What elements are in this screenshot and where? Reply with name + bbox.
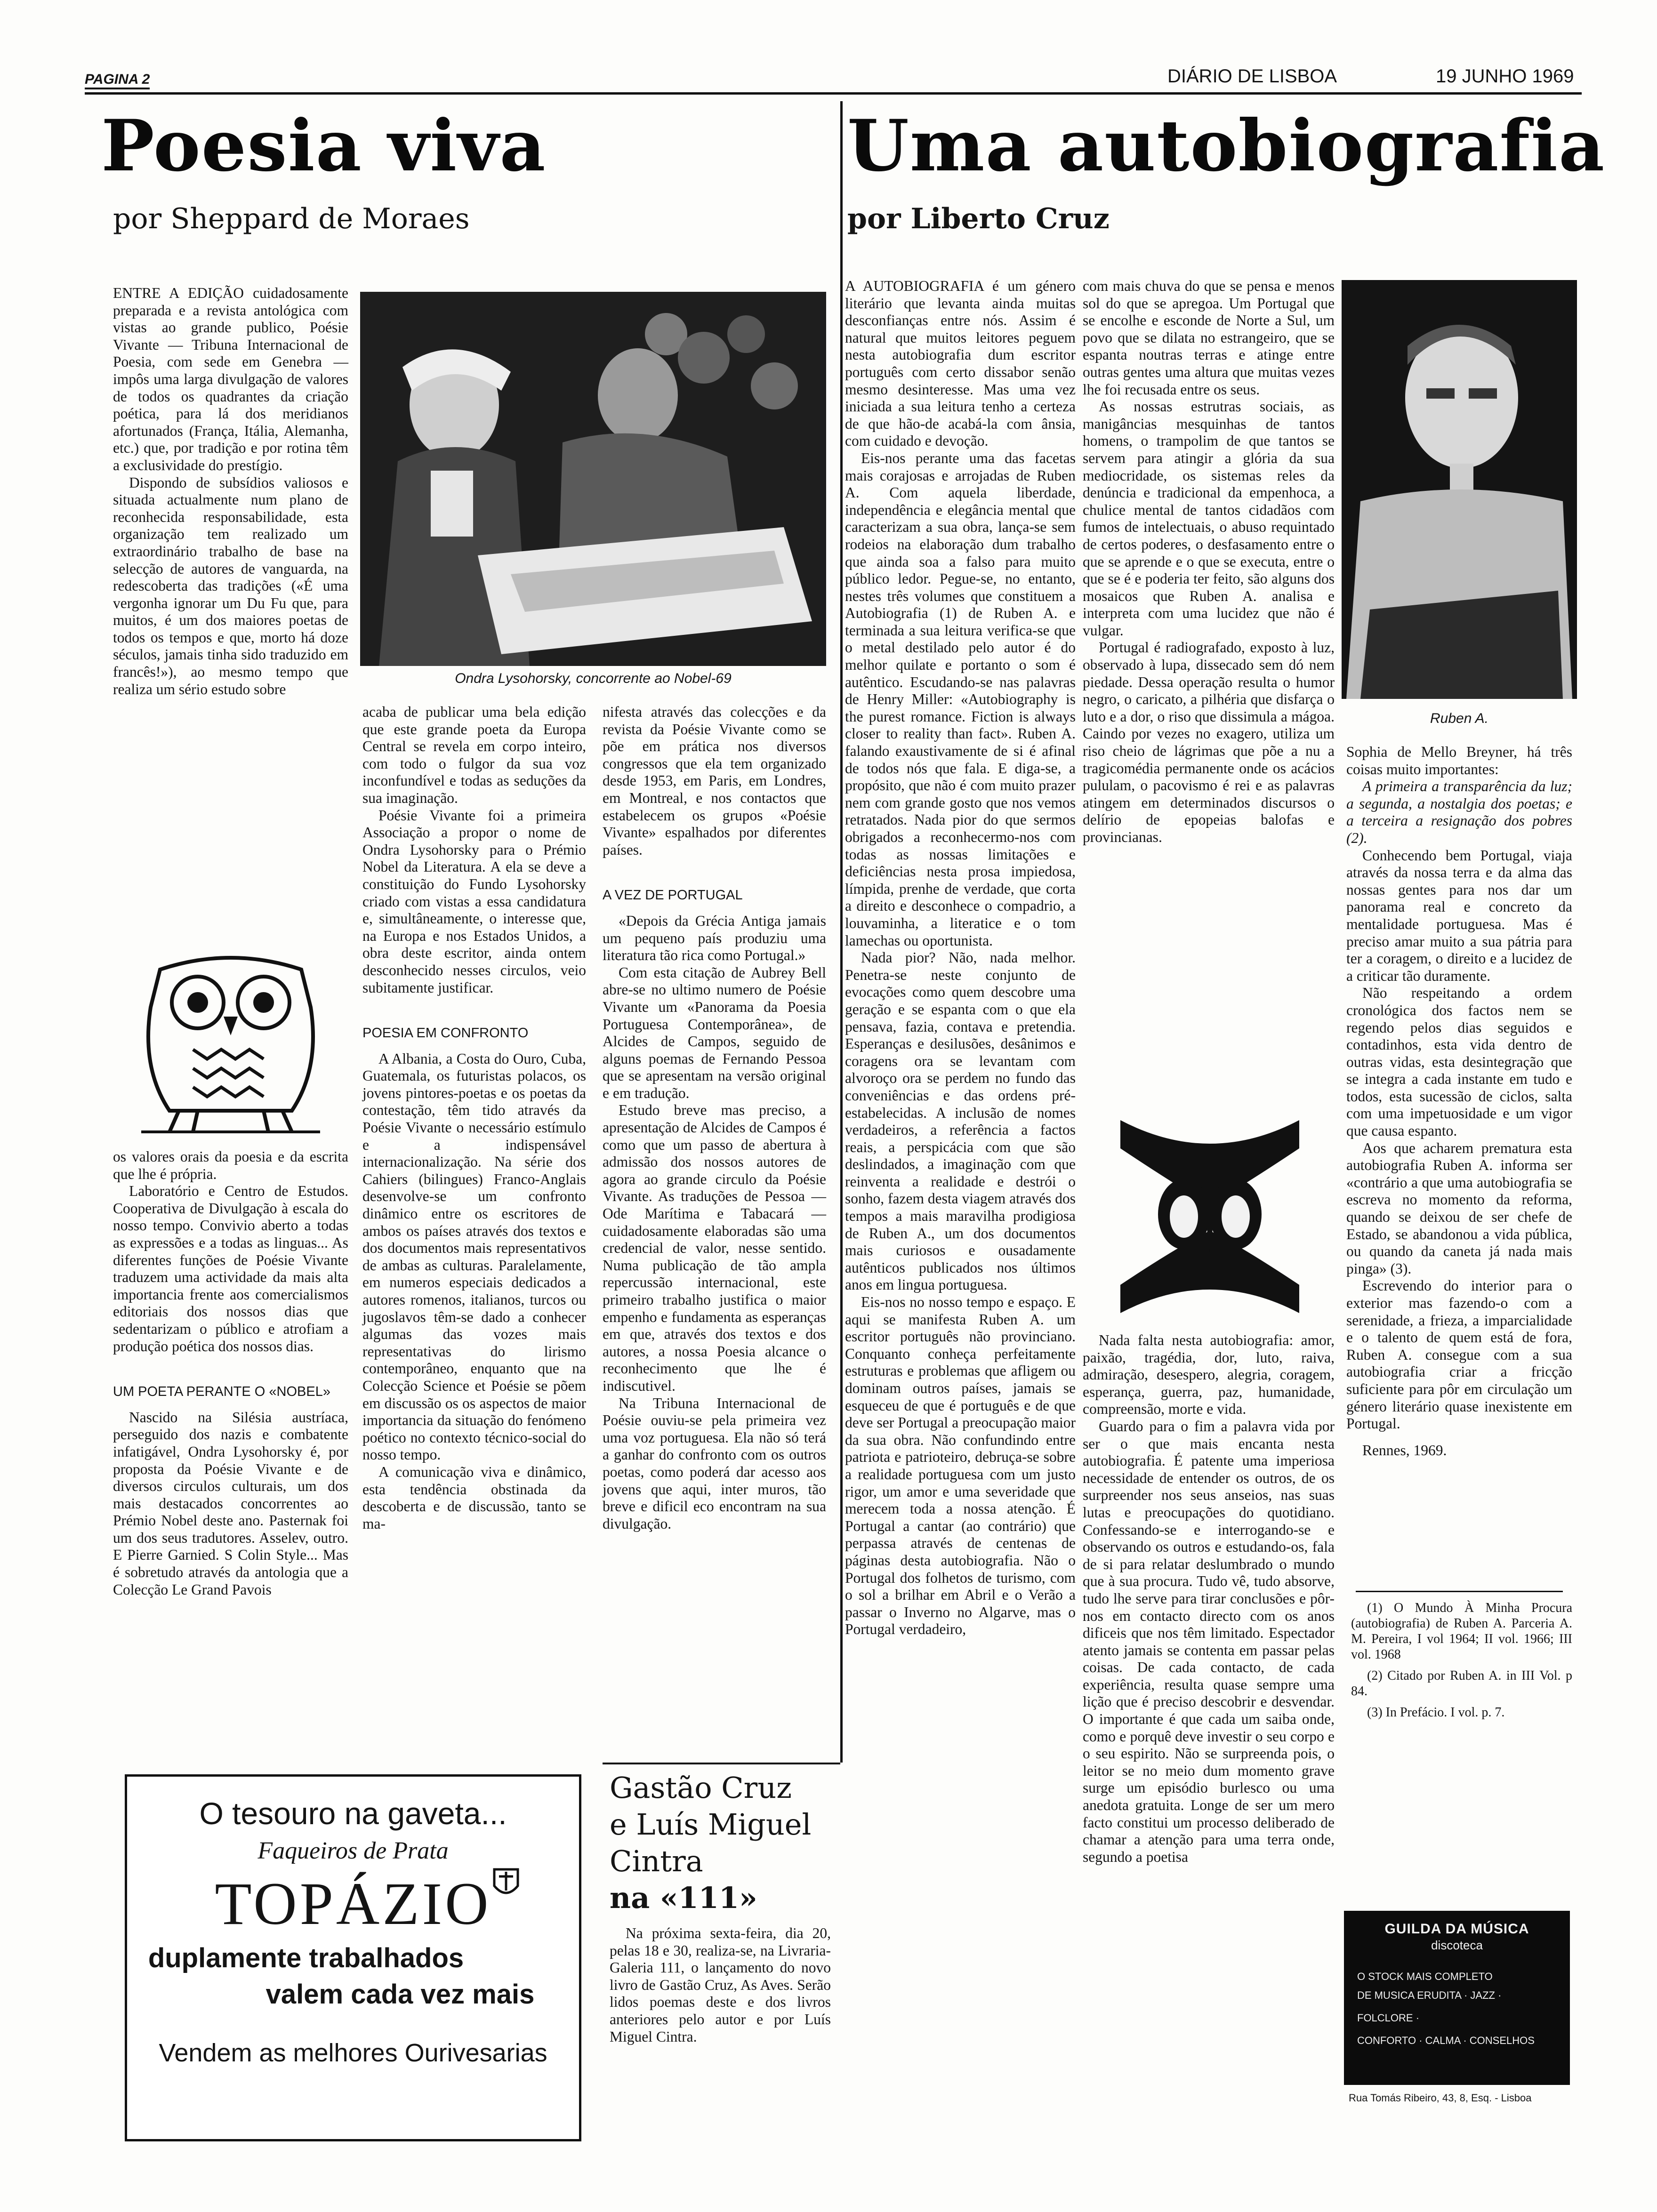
ad-guilda-line4: CONFORTO · CALMA · CONSELHOS bbox=[1357, 2035, 1535, 2046]
article-left-col1-bottom bbox=[113, 1148, 348, 1765]
owl-icon bbox=[122, 951, 339, 1139]
article-left-quote: «Depois da Grécia Antiga jamais um pequeno país produziu uma literatura tão rica como Portugal.» bbox=[603, 912, 826, 964]
article-left-paragraph: Na Tribuna Internacional de Poésie ouviu-se pela primeira vez uma voz portuguesa. Ela não só terá a ganhar do confronto com os outros poetas, como poderá dar acesso aos jovens que aqui, inter muros, tão breve e dificil eco encontram na sua divulgação. bbox=[603, 1395, 826, 1532]
footnote: (2) Citado por Ruben A. in III Vol. p 84. bbox=[1351, 1668, 1572, 1699]
ad-topazio bbox=[125, 1774, 581, 2141]
subheading-vez-portugal: A VEZ DE PORTUGAL bbox=[603, 888, 743, 903]
photo-caption-lysohorsky: Ondra Lysohorsky, concorrente ao Nobel-69 bbox=[455, 671, 732, 686]
subheading-poesia-confronto: POESIA EM CONFRONTO bbox=[362, 1026, 529, 1041]
gastao-top-rule bbox=[603, 1763, 840, 1764]
ad-guilda-line1: O STOCK MAIS COMPLETO bbox=[1357, 1971, 1493, 1982]
article-left-paragraph: Poésie Vivante foi a primeira Associação a propor o nome de Ondra Lysohorsky para o Prémio Nobel da Literatura. A ela se deve a constituição do Fundo Lysohorsky criado com vistas a essa candidatura e, simultâneamente, o interesse que, na Europa e nos Estados Unidos, a obra deste escritor, ainda ontem desconhecido nesses circulos, veio subitamente justificar. bbox=[362, 807, 586, 996]
newspaper-name: DIÁRIO DE LISBOA bbox=[1167, 66, 1337, 87]
crest-icon bbox=[490, 1865, 523, 1902]
ad-topazio-line1: O tesouro na gaveta... bbox=[199, 1796, 507, 1831]
gastao-title-line: na «111» bbox=[610, 1881, 757, 1915]
ad-guilda-subtitle: discoteca bbox=[1431, 1938, 1483, 1952]
article-right-col3 bbox=[1346, 744, 1572, 1506]
masthead-rule bbox=[85, 92, 1582, 95]
ad-guilda-line2: DE MUSICA ERUDITA · JAZZ · bbox=[1357, 1989, 1502, 2001]
ad-guilda-title: GUILDA DA MÚSICA bbox=[1384, 1921, 1529, 1937]
gastao-body bbox=[610, 1925, 831, 2170]
ad-guilda-address: Rua Tomás Ribeiro, 43, 8, Esq. - Lisboa bbox=[1349, 2092, 1532, 2104]
article-left-paragraph: Estudo breve mas preciso, a apresentação de Alcides de Campos é como que um passo de abertura à admissão dos nossos autores de agora ao grande circulo da Poésie Vivante. As traduções de Pessoa — Ode Marítima e Tabacará — cuidadosamente elaboradas são uma credencial de valor, nesse sentido. Numa publicação de tão ampla repercussão internacional, este primeiro trabalho justifica o maior empenho e fundamenta as esperanças em que, através dos textos e dos autores, a nossa Poesia alcance o reconhecimento que lhe é indiscutivel. bbox=[603, 1102, 826, 1394]
article-right-paragraph: Portugal é radiografado, exposto à luz, observado à lupa, dissecado sem dó nem piedade. Dessa operação resulta o humor negro, o caricato, a pilhéria que disfarça o luto e a dor, o riso que dissimula a mágoa. Caindo por vezes no exagero, utiliza um riso cheio de lágrimas que põe a nu a tragicomédia permanente onde os acácios pululam, o pacovismo é rei e as palavras atingem em determinados discursos o delírio de epopeias balofas e provincianas. bbox=[1083, 639, 1335, 845]
ad-topazio-brand-row bbox=[127, 1869, 579, 1939]
article-right-paragraph: Aos que acharem prematura esta autobiografia Ruben A. informa ser «contrário a que uma autobiografia se escreva no momento da reforma, quando se deixou de ser chefe de Estado, se abandonou a vida pública, ou quando da caneta já nada mais pinga» (3). bbox=[1346, 1139, 1572, 1277]
gastao-title-line: Gastão Cruz bbox=[610, 1771, 792, 1805]
mirror-figure-image bbox=[1102, 1111, 1318, 1322]
article-left-paragraph: nifesta através das colecções e da revista da Poésie Vivante como se põe em prática nos diversos congressos que ela tem organizado desde 1953, em Paris, em Londres, em Montreal, e nos contactos que estabelecem os grupos «Poésie Vivante» espalhados por diferentes países. bbox=[603, 704, 826, 858]
article-byline-left: por Sheppard de Moraes bbox=[113, 202, 470, 235]
article-left-paragraph: acaba de publicar uma bela edição que este grande poeta da Europa Central se revela em corpo inteiro, com todo o fulgor da sua voz inconfundível e todas as seduções da sua imaginação. bbox=[362, 704, 586, 806]
article-right-paragraph: Sophia de Mello Breyner, há três coisas muito importantes: bbox=[1346, 744, 1572, 777]
article-left-col2 bbox=[362, 704, 586, 1765]
ad-topazio-line2: Faqueiros de Prata bbox=[257, 1837, 449, 1864]
article-right-col2-bottom bbox=[1083, 1332, 1335, 1865]
ad-guilda-line3: FOLCLORE · bbox=[1357, 2012, 1420, 2024]
article-title-autobiografia: Uma autobiografia bbox=[847, 104, 1606, 187]
article-right-paragraph: Nada falta nesta autobiografia: amor, paixão, tragédia, dor, luto, raiva, admiração, desespero, alegria, coragem, esperança, guerra, paz, humanidade, compreensão, morte e vida. bbox=[1083, 1332, 1335, 1418]
ad-topazio-brand: TOPÁZIO bbox=[215, 1870, 491, 1937]
photo-lysohorsky bbox=[360, 292, 826, 666]
gastao-paragraph: Na próxima sexta-feira, dia 20, pelas 18 e 30, realiza-se, na Livraria-Galeria 111, o lançamento do novo livro de Gastão Cruz, As Aves. Serão lidos poemas deste e dos livros anteriores pelo autor e por Luís Miguel Cintra. bbox=[610, 1925, 831, 2045]
subheading-poeta-nobel: UM POETA PERANTE O «NOBEL» bbox=[113, 1384, 330, 1400]
gastao-title bbox=[610, 1770, 836, 1916]
article-right-paragraph: Conhecendo bem Portugal, viaja através da nossa terra e da alma das nossas gentes para nos dar um panorama real e concreto da mentalidade portuguesa. Mas é preciso amar muito a sua pátria para ter a coragem, o direito e a lucidez de a criticar tão duramente. bbox=[1346, 847, 1572, 984]
article-right-paragraph: Eis-nos no nosso tempo e espaço. E aqui se manifesta Ruben A. um escritor português não provinciano. Conquanto conheça perfeitamente estruturas e problemas que afligem ou dominam outros países, jamais se esqueceu de que é português e de que deve ser Portugal a preocupação maior da sua obra. Não confundindo entre patriota e patrioteiro, debruça-se sobre a realidade portuguesa com um justo rigor, um amor e uma severidade que merecem toda a nossa atenção. É Portugal a cantar (ao contrário) que perpassa através de centenas de páginas desta autobiografia. Não o Portugal dos folhetos de turismo, com o sol a brilhar em Abril e o Verão a passar o Inverno no Algarve, mas o Portugal verdadeiro, bbox=[845, 1294, 1076, 1638]
ad-topazio-line3: duplamente trabalhados bbox=[148, 1943, 464, 1973]
article-left-paragraph: Nascido na Silésia austríaca, perseguido dos nazis e combatente infatigável, Ondra Lysohorsky é, por proposta da Poésie Vivante e de diversos circulos culturais, um dos mais destacados concorrentes ao Prémio Nobel deste ano. Pasternak foi um dos seus tradutores. Asselev, outro. E Pierre Garnied. S Colin Style... Mas é sobretudo através da antologia que a Colecção Le Grand Pavois bbox=[113, 1409, 348, 1598]
gastao-title-line: Cintra bbox=[610, 1844, 703, 1878]
article-right-paragraph: As nossas estrutras sociais, as manigâncias mesquinhas de tantos homens, o trampolim de que tantos se servem para atingir a glória da sua mediocridade, os sistemas reles da denúncia e tradicional da empenhoca, a chulice mental de tantos cidadãos com fumos de intelectuais, o abuso requintado de certos poderes, o desfasamento entre o que se aprende e o que se executa, entre o que se é e poderia ter feito, são alguns dos mosaicos que Ruben A. analisa e interpreta com uma lucidez que não é vulgar. bbox=[1083, 398, 1335, 639]
footnotes bbox=[1351, 1600, 1572, 1741]
article-right-paragraph: Nada pior? Não, nada melhor. Penetra-se neste conjunto de evocações como quem descobre uma geração e se espanta com o que ela pensava, fazia, contava e pretendia. Esperanças e desilusões, desânimos e coragens ora se levantam com alvoroço ora se perdem no fundo das conveniências e das ordens pré-estabelecidas. A inclusão de nomes verdadeiros, a referência a factos reais, a perspicácia com que são deslindados, a imaginação com que reinventa a realidade e destrói o sonho, fazem desta viagem através dos tempos a mais maravilha prodigiosa de Ruben A., um dos documentos mais curiosos e ousadamente autênticos publicados nos últimos anos em lingua portuguesa. bbox=[845, 949, 1076, 1293]
article-left-col1-top bbox=[113, 285, 348, 939]
footnote: (1) O Mundo À Minha Procura (autobiografia) de Ruben A. Parceria A. M. Pereira, I vol 1964; II vol. 1966; III vol. 1968 bbox=[1351, 1601, 1572, 1662]
footnote-rule bbox=[1356, 1591, 1563, 1592]
photo-caption-ruben: Ruben A. bbox=[1430, 711, 1488, 726]
article-right-paragraph: Eis-nos perante uma das facetas mais corajosas e arrojadas de Ruben A. Com aquela liberdade, independência e elegância mental que caracterizam a sua obra, lança-se sem rodeios na elaboração dum trabalho que ainda soa a falso para muito público ledor. Pegue-se, no entanto, nestes três volumes que constituem a Autobiografia (1) de Ruben A. e terminada a sua leitura verifica-se que o metal destilado pelo autor é do melhor quilate e portanto o som é autêntico. Escudando-se nas palavras de Henry Miller: «Autobiography is the purest romance. Fiction is always closer to reality than fact». Ruben A. falando exaustivamente de si é afinal de todos nós que fala. E diga-se, a propósito, que não é com muito prazer nem com grande gosto que nos vemos retratados. Nada pior do que sermos obrigados a reconhecermo-nos com todas as nossas limitações e deficiências nesta prosa impiedosa, límpida, prenhe de verdade, que corta a direito e desconhece o compadrio, a louvaminha, a literatice e o tom lamechas ou oportunista. bbox=[845, 449, 1076, 949]
article-right-col1 bbox=[845, 278, 1076, 1765]
article-left-paragraph: A Albania, a Costa do Ouro, Cuba, Guatemala, os futuristas polacos, os jovens pintores-poetas e os poetas da contestação, têm tido através da Poésie Vivante o necessário estímulo e a indispensável internacionalização. Na série dos Cahiers (bilingues) Franco-Anglais desenvolve-se um confronto dinâmico entre os escritores de ambos os países através dos textos e dos documentos mais representativos de ambas as culturas. Paralelamente, em numeros especiais dedicados a autores romenos, italianos, turcos ou jugoslavos têm-se dado a conhecer algumas das vozes mais representativas do lirismo contemporâneo, enquanto que na Colecção Science et Poésie se põem em discussão os os aspectos de maior importancia da situação do fenómeno poético no contexto técnico-social do nosso tempo. bbox=[362, 1050, 586, 1463]
article-right-col2-top bbox=[1083, 278, 1335, 1097]
ad-guilda-musica bbox=[1344, 1911, 1570, 2085]
article-divider bbox=[840, 101, 843, 1763]
photo-ruben-a-image bbox=[1342, 280, 1577, 699]
article-right-paragraph: com mais chuva do que se pensa e menos sol do que se apregoa. Um Portugal que se encolhe e esconde de Norte a Sul, um povo que se dilata no estrangeiro, que se espanta noutras terras e atinge entre outras gentes uma altura que muitas vezes lhe foi recusada entre os seus. bbox=[1083, 278, 1335, 398]
article-right-paragraph: A AUTOBIOGRAFIA é um género literário que levanta ainda muitas desconfianças entre nós. Assim é natural que muitos leitores peguem nesta autobiografia dum escritor português com certo dissabor senão mesmo desinteresse. Mas uma vez iniciada a sua leitura tenho a certeza de que hão-de acabá-la com ânsia, com cuidado e devoção. bbox=[845, 278, 1076, 449]
article-right-paragraph: Não respeitando a ordem cronológica dos factos nem se regendo pelos dias seguidos e contadinhos, esta vida dentro de outras vidas, esta desintegração que se integra a cada instante em tudo e todos, esta sucessão de ciclos, salta com uma impetuosidade e um vigor que causa espanto. bbox=[1346, 985, 1572, 1139]
article-right-paragraph: Guardo para o fim a palavra vida por ser o que mais encanta nesta autobiografia. É patente uma imperiosa necessidade de entender os outros, de os surpreender nos seus anseios, nas suas lutas e preocupações do quotidiano. Confessando-se e interrogando-se e observando os outros e estudando-os, fala de si para relatar deslumbrado o mundo que à sua procura. Tudo vê, tudo absorve, tudo lhe serve para tirar conclusões e pôr-nos em contacto directo com os anos dificeis que nos têm limitado. Espectador atento jamais se contenta em passar pelas coisas. De cada contacto, de cada experiência, resulta quase sempre uma lição que é preciso descobrir e desvendar. O importante é que cada um saiba onde, como e porquê deve investir o seu corpo e o seu espirito. Não se surpreenda pois, o leitor se no meio dum momento grave surge um episódio burlesco ou uma anedota gratuita. Longe de ser um mero facto constitui um processo deliberado de chamar a atenção para uma terra onde, segundo a poetisa bbox=[1083, 1418, 1335, 1865]
ad-topazio-line4: valem cada vez mais bbox=[265, 1979, 535, 2010]
photo-ruben-a bbox=[1342, 280, 1577, 699]
photo-lysohorsky-image bbox=[360, 292, 826, 666]
article-left-paragraph: os valores orais da poesia e da escrita que lhe é própria. bbox=[113, 1148, 348, 1182]
gastao-title-line: e Luís Miguel bbox=[610, 1807, 812, 1842]
page-number: PAGINA 2 bbox=[85, 72, 150, 89]
article-left-paragraph: Com esta citação de Aubrey Bell abre-se no ultimo numero de Poésie Vivante um «Panorama da Poesia Portuguesa Contemporânea», de Alcides de Campos, seguido de alguns poemas de Fernando Pessoa que se apresentam na versão original e em tradução. bbox=[603, 964, 826, 1101]
article-left-paragraph: Laboratório e Centro de Estudos. Cooperativa de Divulgação à escala do nosso tempo. Convivio aberto a todas as expressões e a todas as linguas... As diferentes funções de Poésie Vivante traduzem uma actividade da mais alta importancia frente aos comercialismos editoriais dos nossos dias que sedentarizam o público e atrofiam a produção poética dos nossos dias. bbox=[113, 1183, 348, 1354]
owl-illustration bbox=[122, 951, 339, 1139]
issue-date: 19 JUNHO 1969 bbox=[1436, 66, 1574, 87]
ad-topazio-line5: Vendem as melhores Ourivesarias bbox=[159, 2039, 547, 2067]
article-right-paragraph: Escrevendo do interior para o exterior mas fazendo-o com a serenidade, a frieza, a imparcialidade e o talento de quem está de fora, Ruben A. consegue com a sua autobiografia criar a fricção suficiente para pôr em circulação um género literário quase inexistente em Portugal. bbox=[1346, 1277, 1572, 1432]
article-byline-right: por Liberto Cruz bbox=[847, 202, 1110, 235]
footnote: (3) In Prefácio. I vol. p. 7. bbox=[1367, 1705, 1505, 1720]
article-right-place-date: Rennes, 1969. bbox=[1362, 1442, 1447, 1459]
article-title-poesia-viva: Poesia viva bbox=[101, 104, 547, 187]
mirror-figure-illustration bbox=[1102, 1111, 1318, 1322]
article-left-paragraph: Dispondo de subsídios valiosos e situada actualmente num plano de reconhecida responsabilidade, esta organização tem realizado um extraordinário trabalho de base na selecção de autores de vanguarda, na redescoberta das tradições («É uma vergonha ignorar um Du Fu que, para muitos, é um dos maiores poetas de todos os tempos e que, morto há doze séculos, jamais tinha sido traduzido em francês!»), ao mesmo tempo que realiza um sério estudo sobre bbox=[113, 474, 348, 697]
article-right-quote: A primeira a transparência da luz; a segunda, a nostalgia dos poetas; e a terceira a resignação dos pobres (2). bbox=[1346, 778, 1572, 846]
article-left-col3 bbox=[603, 704, 826, 1765]
article-left-paragraph: A comunicação viva e dinâmico, esta tendência obstinada da descoberta e de discussão, tanto se ma- bbox=[362, 1463, 586, 1532]
article-left-paragraph: ENTRE A EDIÇÃO cuidadosamente preparada e a revista antológica com vistas ao grande publico, Poésie Vivante — Tribuna Internacional de Poesia, com sede em Genebra — impôs uma larga divulgação de valores de todos os quadrantes da criação poética, para lá dos meridianos afortunados (França, Itália, Alemanha, etc.) que, por tradição e por rotina têm a exclusividade do prestígio. bbox=[113, 285, 348, 473]
